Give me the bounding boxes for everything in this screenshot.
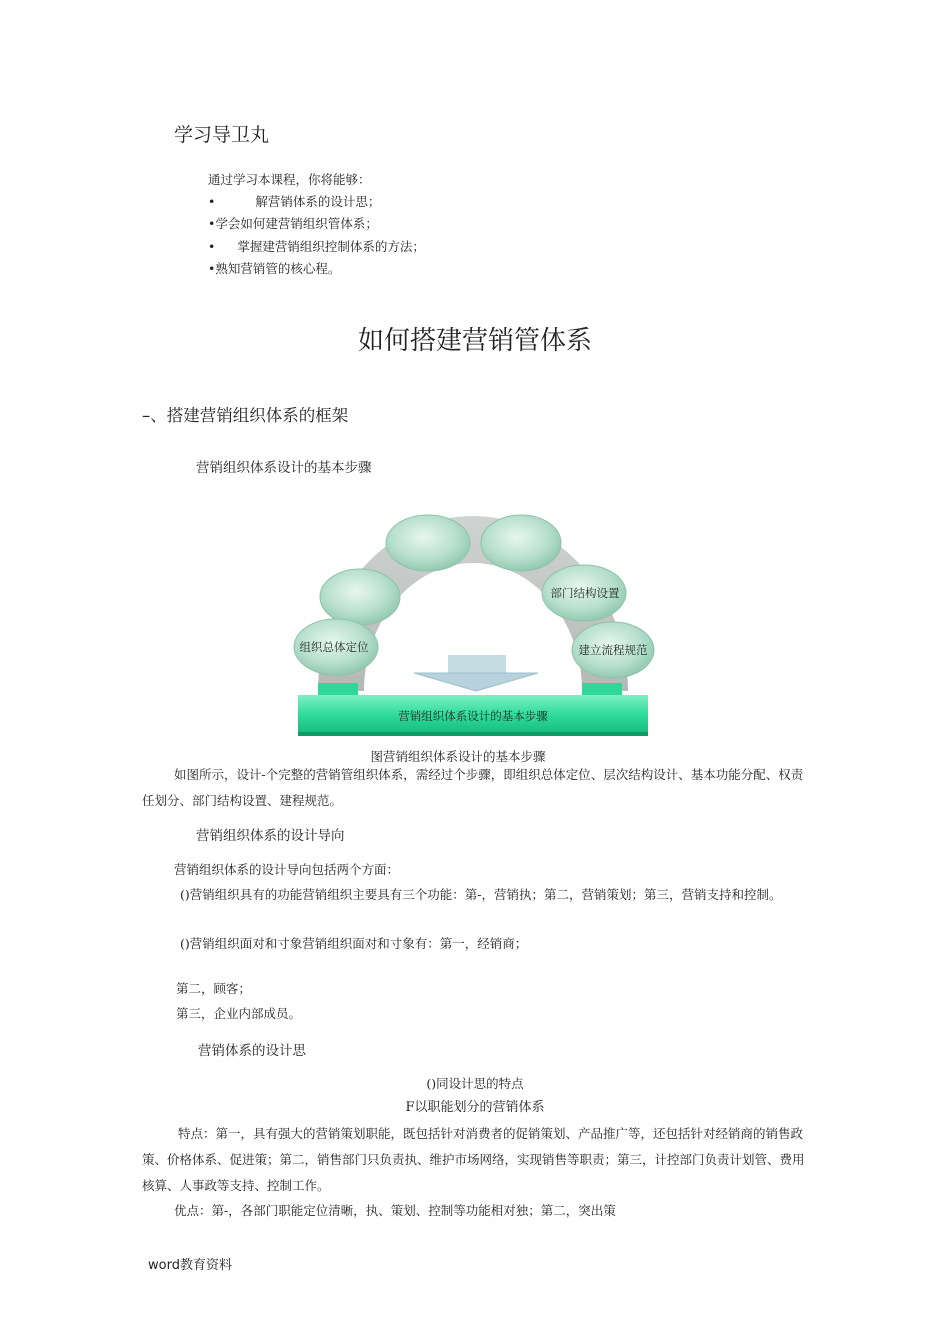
main-title: 如何搭建营销管体系	[357, 326, 592, 356]
footer-label: word教育资料	[148, 1258, 232, 1273]
down-arrow-icon	[414, 673, 538, 691]
base-label: 营销组织体系设计的基本步骤	[398, 709, 548, 723]
objective-text: 解营销体系的设计思；	[255, 194, 381, 209]
paragraph-customers: 第二，顾客；	[176, 981, 252, 996]
figure-caption: 图营销组织体系设计的基本步骤	[370, 749, 546, 764]
center-banner	[448, 655, 506, 673]
objective-item	[208, 214, 378, 232]
bubble-label: 部门结构设置	[550, 586, 620, 600]
objective-item	[208, 237, 425, 255]
bubble-label: 组织总体定位	[299, 640, 369, 654]
bullet: •	[208, 216, 216, 231]
objective-text: 学会如何建营销组织管体系；	[215, 216, 378, 231]
centered-line-2: F以职能划分的营销体系	[405, 1100, 545, 1115]
objectives-intro: 通过学习本课程，你将能够：	[208, 172, 371, 187]
steps-diagram	[290, 505, 656, 767]
right-support	[582, 683, 622, 695]
objective-text: 熟知营销管的核心程。	[215, 261, 341, 276]
paragraph-advantages: 优点：第-，各部门职能定位清晰，执、策划、控制等功能相对独；第二，突出策	[174, 1203, 616, 1218]
objectives-title: 学习导卫丸	[174, 124, 270, 146]
paragraph-steps: 如图所示，设计-个完整的营销管组织体系，需经过个步骤，即组织总体定位、层次结构设计、基本功能分配、权责任划分、部门结构设置、建程规范。	[142, 767, 804, 808]
centered-line-1: ()同设计思的特点	[426, 1076, 524, 1091]
objective-item	[208, 192, 380, 210]
objective-text: 掌握建营销组织控制体系的方法；	[237, 239, 425, 254]
subheading-basic-steps: 营销组织体系设计的基本步骤	[196, 460, 372, 476]
bullet: •	[208, 194, 216, 209]
paragraph-orientation-intro: 营销组织体系的设计导向包括两个方面：	[174, 862, 400, 877]
paragraph-features: 特点：第一，具有强大的营销策划职能，既包括针对消费者的促销策划、产品推广等，还包括针对经销商的销售政策、价格体系、促进策；第二，销售部门只负责执、维护市场网络，实现销售等职责；第三，计控部门负责计划管、费用核算、人事政等支持、控制工作。	[142, 1126, 805, 1193]
paragraph-targets: ()营销组织面对和寸象营销组织面对和寸象有：第一，经销商；	[180, 936, 528, 951]
bubble-label: 建立流程规范	[578, 643, 648, 657]
subheading-design-idea: 营销体系的设计思	[198, 1043, 306, 1059]
paragraph-internal: 第三，企业内部成员。	[176, 1006, 302, 1021]
section-heading: –、搭建营销组织体系的框架	[142, 406, 349, 425]
objective-item	[208, 259, 340, 277]
bullet: •	[208, 239, 216, 254]
bubble-top-left	[386, 515, 470, 571]
bubble-top-right	[481, 515, 561, 571]
left-support	[318, 683, 358, 695]
bubble-left-upper	[320, 569, 400, 625]
bullet: •	[208, 261, 216, 276]
paragraph-functions: ()营销组织具有的功能营销组织主要具有三个功能：第-，营销执；第二，营销策划；第三，营销支持和控制。	[180, 887, 782, 902]
subheading-design-orientation: 营销组织体系的设计导向	[196, 828, 345, 844]
